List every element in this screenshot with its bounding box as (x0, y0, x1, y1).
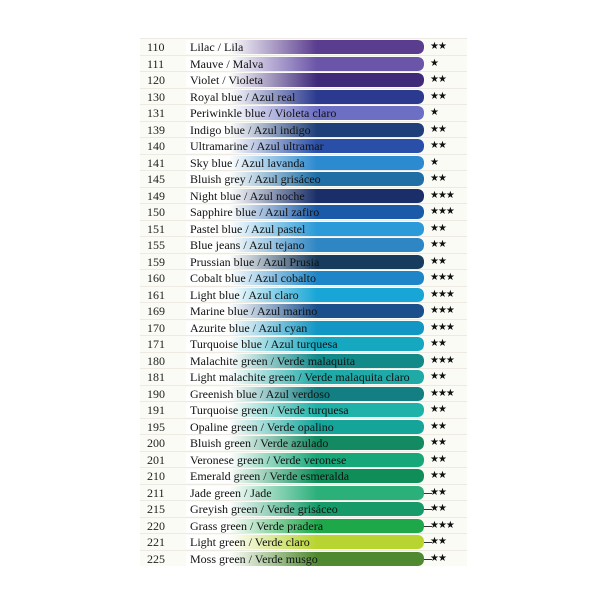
color-code: 110 (147, 40, 165, 54)
color-chart (140, 38, 467, 566)
color-row (140, 302, 467, 319)
lightfastness-stars: ★★ (430, 90, 446, 102)
lightfastness-stars: ★★★ (430, 189, 454, 201)
color-swatch (186, 453, 424, 467)
color-swatch (186, 288, 424, 302)
color-code: 200 (147, 436, 165, 450)
color-swatch (186, 519, 424, 533)
color-name: Blue jeans / Azul tejano (190, 238, 305, 252)
lightfastness-stars: ★★ (430, 420, 446, 432)
color-code: 151 (147, 221, 165, 236)
color-swatch (186, 156, 424, 170)
color-code: 161 (147, 287, 165, 302)
color-name: Turquoise green / Verde turquesa (190, 403, 349, 417)
lightfastness-stars: ★★★ (430, 354, 454, 366)
color-swatch (186, 205, 424, 219)
color-swatch (186, 271, 424, 285)
color-code: 181 (147, 370, 165, 384)
color-swatch (186, 436, 424, 450)
color-name: Sky blue / Azul lavanda (190, 155, 305, 170)
lightfastness-stars: ★★★ (430, 206, 454, 217)
color-row (140, 104, 467, 121)
color-swatch (186, 420, 424, 434)
color-code: 155 (147, 238, 165, 252)
color-swatch (186, 73, 424, 87)
color-swatch (186, 535, 424, 549)
color-row (140, 517, 467, 534)
lightfastness-stars: ★★ (430, 371, 446, 382)
color-name: Pastel blue / Azul pastel (190, 221, 306, 236)
color-code: 221 (147, 535, 165, 549)
color-swatch (186, 90, 424, 104)
color-swatch (186, 106, 424, 120)
lightfastness-stars: ★★ (430, 74, 446, 85)
color-code: 111 (147, 56, 165, 71)
lightfastness-stars: ★★ (430, 503, 446, 514)
color-swatch (186, 255, 424, 269)
color-code: 145 (147, 172, 165, 186)
color-code: 195 (147, 419, 165, 434)
color-name: Greenish blue / Azul verdoso (190, 386, 330, 401)
lightfastness-stars: ★★ (430, 140, 446, 151)
color-row (140, 550, 467, 567)
lightfastness-stars: ★★ (430, 239, 446, 250)
color-code: 149 (147, 188, 165, 203)
color-name: Turquoise blue / Azul turquesa (190, 337, 338, 351)
color-code: 170 (147, 320, 165, 335)
color-row (140, 253, 467, 270)
color-code: 191 (147, 403, 165, 417)
color-name: Marine blue / Azul marino (190, 304, 318, 318)
lightfastness-stars: ★ (430, 57, 438, 69)
color-row (140, 368, 467, 385)
lightfastness-stars: ★★ (430, 470, 446, 481)
color-name: Mauve / Malva (190, 56, 264, 71)
color-row (140, 401, 467, 418)
color-name: Malachite green / Verde malaquita (190, 353, 356, 368)
color-swatch (186, 139, 424, 153)
lightfastness-stars: ★★ (430, 404, 446, 415)
lightfastness-stars: ★★ (430, 437, 446, 448)
color-code: 169 (147, 304, 165, 318)
color-swatch (186, 387, 424, 401)
color-row (140, 88, 467, 105)
color-name: Jade green / Jade (190, 485, 272, 500)
lightfastness-stars: ★★ (430, 222, 446, 234)
lightfastness-stars: ★★ (430, 123, 446, 135)
color-code: 211 (147, 485, 165, 500)
lightfastness-stars: ★★★ (430, 288, 454, 300)
color-swatch (186, 57, 424, 71)
lightfastness-stars: ★★ (430, 173, 446, 184)
color-code: 140 (147, 139, 165, 153)
color-name: Opaline green / Verde opalino (190, 419, 334, 434)
color-name: Violet / Violeta (190, 73, 263, 87)
color-row (140, 467, 467, 484)
color-row (140, 121, 467, 138)
color-row (140, 434, 467, 451)
color-swatch (186, 370, 424, 384)
color-name: Lilac / Lila (190, 40, 244, 54)
color-code: 150 (147, 205, 165, 219)
color-row (140, 137, 467, 154)
color-name: Light blue / Azul claro (190, 287, 299, 302)
color-row (140, 220, 467, 237)
color-code: 171 (147, 337, 165, 351)
color-swatch (186, 552, 424, 566)
color-name: Prussian blue / Azul Prusia (190, 254, 320, 269)
color-name: Bluish green / Verde azulado (190, 436, 329, 450)
color-name: Emerald green / Verde esmeralda (190, 469, 350, 483)
color-code: 210 (147, 469, 165, 483)
color-row (140, 187, 467, 204)
lightfastness-stars: ★★★ (430, 387, 454, 399)
color-code: 190 (147, 386, 165, 401)
color-name: Bluish grey / Azul grisáceo (190, 172, 321, 186)
color-row (140, 484, 467, 501)
color-row (140, 319, 467, 336)
color-swatch (186, 222, 424, 236)
color-swatch (186, 238, 424, 252)
color-swatch (186, 486, 424, 500)
color-name: Cobalt blue / Azul cobalto (190, 271, 316, 285)
lightfastness-stars: ★ (430, 156, 438, 168)
color-row (140, 451, 467, 468)
color-row (140, 269, 467, 286)
color-name: Royal blue / Azul real (190, 89, 296, 104)
color-code: 141 (147, 155, 165, 170)
lightfastness-stars: ★★ (430, 338, 446, 349)
color-row (140, 500, 467, 517)
color-swatch (186, 40, 424, 54)
color-code: 160 (147, 271, 165, 285)
color-code: 159 (147, 254, 165, 269)
color-swatch (186, 304, 424, 318)
color-name: Light green / Verde claro (190, 535, 310, 549)
color-name: Moss green / Verde musgo (190, 551, 318, 566)
color-swatch (186, 321, 424, 335)
color-row (140, 385, 467, 402)
color-code: 130 (147, 89, 165, 104)
color-name: Periwinkle blue / Violeta claro (190, 106, 337, 120)
color-name: Ultramarine / Azul ultramar (190, 139, 324, 153)
color-name: Veronese green / Verde veronese (190, 452, 347, 467)
color-swatch (186, 403, 424, 417)
color-code: 180 (147, 353, 165, 368)
color-swatch (186, 172, 424, 186)
color-row (140, 286, 467, 303)
lightfastness-stars: ★★ (430, 41, 446, 52)
color-swatch (186, 354, 424, 368)
color-row (140, 236, 467, 253)
color-row (140, 38, 467, 55)
lightfastness-stars: ★★★ (430, 305, 454, 316)
color-code: 215 (147, 502, 165, 516)
color-row (140, 55, 467, 72)
color-row (140, 170, 467, 187)
color-code: 131 (147, 106, 165, 120)
color-code: 220 (147, 518, 165, 533)
lightfastness-stars: ★★★ (430, 519, 454, 531)
color-row (140, 352, 467, 369)
color-name: Greyish green / Verde grisáceo (190, 502, 338, 516)
color-swatch (186, 469, 424, 483)
color-row (140, 203, 467, 220)
color-code: 201 (147, 452, 165, 467)
color-name: Indigo blue / Azul indigo (190, 122, 311, 137)
lightfastness-stars: ★★ (430, 453, 446, 465)
lightfastness-stars: ★★ (430, 552, 446, 564)
color-name: Sapphire blue / Azul zafiro (190, 205, 320, 219)
color-code: 120 (147, 73, 165, 87)
color-row (140, 418, 467, 435)
lightfastness-stars: ★★ (430, 536, 446, 547)
lightfastness-stars: ★★ (430, 486, 446, 498)
color-swatch (186, 189, 424, 203)
color-name: Light malachite green / Verde malaquita claro (190, 370, 410, 384)
color-row (140, 154, 467, 171)
color-name: Night blue / Azul noche (190, 188, 305, 203)
color-code: 225 (147, 551, 165, 566)
color-row (140, 71, 467, 88)
lightfastness-stars: ★★★ (430, 272, 454, 283)
lightfastness-stars: ★★ (430, 255, 446, 267)
color-swatch (186, 337, 424, 351)
color-row (140, 533, 467, 550)
color-name: Grass green / Verde pradera (190, 518, 324, 533)
lightfastness-stars: ★★★ (430, 321, 454, 333)
color-swatch (186, 502, 424, 516)
lightfastness-stars: ★ (430, 107, 438, 118)
color-row (140, 335, 467, 352)
color-swatch (186, 123, 424, 137)
color-name: Azurite blue / Azul cyan (190, 320, 308, 335)
color-code: 139 (147, 122, 165, 137)
